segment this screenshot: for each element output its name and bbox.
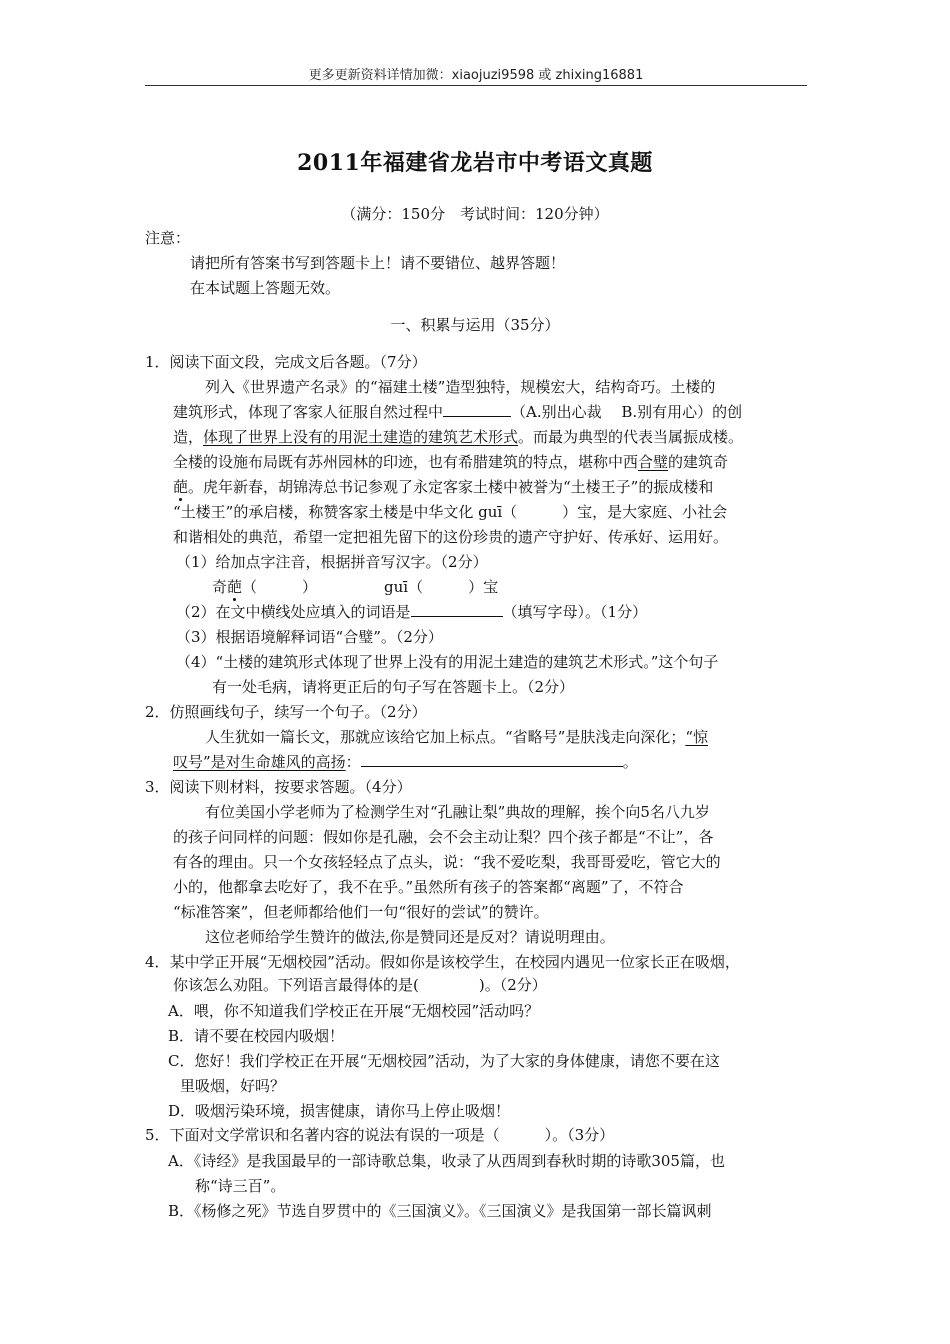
q3-line: 的孩子问同样的问题：假如你是孔融，会不会主动让梨？四个孩子都是“不让”，各 [173, 828, 714, 846]
q3-line: “标准答案”，但老师都给他们一句“很好的尝试”的赞许。 [173, 903, 549, 921]
q1-sub-2 [176, 602, 647, 622]
section-heading: 一、积累与运用（35分） [390, 316, 560, 334]
q1-sub-1-pinyin [384, 577, 498, 597]
q1-text: 全楼的设施布局既有苏州园林的印迹，也有希腊建筑的特点，堪称中西 [173, 453, 639, 471]
q1-text: 。而最为典型的代表当属振成楼。 [518, 428, 744, 446]
q1-sub-1-items [212, 577, 317, 597]
answer-blank[interactable] [443, 402, 511, 417]
q1-passage-line: 和谐相处的典范，希望一定把祖先留下的这份珍贵的遗产守护好、传承好、运用好。 [173, 528, 729, 546]
q3-stem: 3．阅读下则材料，按要求答题。（4分） [145, 778, 412, 796]
q2-line [173, 752, 638, 772]
dotted-character: 葩 [227, 578, 243, 596]
q1-text: （A.别出心裁 B.别有用心）的创 [511, 403, 743, 421]
q4-stem-cont [173, 975, 547, 995]
q4-option-c-cont: 里吸烟，好吗？ [180, 1077, 286, 1095]
q4-stem: 4．某中学正开展“无烟校园”活动。假如你是该校学生，在校园内遇见一位家长正在吸烟， [145, 953, 740, 971]
q3-line: 有位美国小学老师为了检测学生对“孔融让梨”典故的理解，挨个向5名八九岁 [205, 803, 710, 821]
q5-option-b[interactable]: B．《杨修之死》节选自罗贯中的《三国演义》。《三国演义》是我国第一部长篇讽刺 [168, 1202, 712, 1220]
q4-option-c[interactable]: C．您好！我们学校正在开展“无烟校园”活动，为了大家的身体健康，请您不要在这 [168, 1052, 720, 1070]
underlined-word: 合璧 [638, 453, 669, 471]
q5-text: 的一项是（ ）。（3分） [424, 1126, 615, 1144]
q5-option-a[interactable]: A．《诗经》是我国最早的一部诗歌总集，收录了从西周到春秋时期的诗歌305篇，也 [168, 1152, 725, 1170]
page-title: 2011年福建省龙岩市中考语文真题 [297, 150, 653, 176]
q5-option-a-cont: 称“诗三百”。 [195, 1177, 286, 1195]
q1-sub-3: （3）根据语境解释词语“合璧”。（2分） [176, 628, 443, 646]
q1-passage-line [173, 452, 728, 472]
q4-option-d[interactable]: D．吸烟污染环境，损害健康，请你马上停止吸烟！ [168, 1102, 511, 1120]
q1-text: 奇 [212, 578, 228, 596]
emphasis-text: 有误 [394, 1126, 425, 1144]
q1-stem: 1．阅读下面文段，完成文后各题。（7分） [145, 353, 427, 371]
answer-paren[interactable]: （ ）宝 [408, 578, 499, 596]
q1-text: 。虎年新春，胡锦涛总书记参观了永定客家土楼中被誉为“土楼王子”的振成楼和 [188, 478, 714, 496]
notice-line-2: 在本试题上答题无效。 [190, 279, 341, 297]
q5-text: 5．下面对文学常识和名著内容的说法 [145, 1126, 395, 1144]
q1-passage-line [173, 402, 742, 422]
q1-passage-line [173, 477, 713, 497]
header-divider [145, 85, 807, 86]
q2-text: 。 [622, 753, 638, 771]
q3-line: 有各的理由。只一个女孩轻轻点了点头，说：“我不爱吃梨，我哥哥爱吃，管它大的 [173, 853, 721, 871]
q1-text: guī [384, 578, 409, 596]
exam-info: （满分：150分 考试时间：120分钟） [341, 205, 609, 223]
underlined-sentence: “惊 [685, 728, 709, 746]
q1-sub-1: （1）给加点字注音，根据拼音写汉字。（2分） [176, 553, 488, 571]
q4-option-a[interactable]: A．喂，你不知道我们学校正在开展“无烟校园”活动吗？ [168, 1002, 540, 1020]
q1-text: （填写字母）。（1分） [502, 603, 648, 621]
q2-stem: 2．仿照画线句子，续写一个句子。（2分） [145, 703, 427, 721]
q4-text: 你该怎么劝阻。下列语言 [173, 976, 339, 994]
q2-line [205, 727, 708, 747]
q1-text: （2）在文中横线处应填入的词语是 [176, 603, 411, 621]
answer-blank[interactable] [361, 752, 623, 767]
q1-sub-4: （4）“土楼的建筑形式体现了世界上没有的用泥土建造的建筑艺术形式。”这个句子 [176, 653, 719, 671]
page-header: 更多更新资料详情加微：xiaojuzi9598 或 zhixing16881 [308, 68, 644, 83]
q5-stem [145, 1125, 614, 1145]
notice-line-1: 请把所有答案书写到答题卡上！请不要错位、越界答题！ [190, 254, 566, 272]
q3-line: 小的，他都拿去吃好了，我不在乎。”虽然所有孩子的答案都“离题”了，不符合 [173, 878, 684, 896]
q1-sub-4-cont: 有一处毛病，请将更正后的句子写在答题卡上。（2分） [212, 678, 575, 696]
q3-question: 这位老师给学生赞许的做法,你是赞同还是反对？请说明理由。 [205, 928, 615, 946]
q2-text: ： [345, 753, 361, 771]
q2-text: 人生犹如一篇长文，那就应该给它加上标点。“省略号”是肤浅走向深化； [205, 728, 686, 746]
underlined-sentence: 叹号”是对生命雄风的高扬 [173, 753, 346, 771]
q4-option-b[interactable]: B．请不要在校园内吸烟！ [168, 1027, 345, 1045]
dotted-character: 葩 [173, 478, 189, 496]
q1-passage-line [173, 427, 743, 447]
answer-paren[interactable]: （ ） [242, 578, 318, 596]
q1-passage-line: “土楼王”的承启楼，称赞客家土楼是中华文化 guī（ ）宝，是大家庭、小社会 [173, 503, 728, 521]
q1-passage-line: 列入《世界遗产名录》的“福建土楼”造型独特，规模宏大，结构奇巧。土楼的 [205, 378, 716, 396]
q4-text: 的是( )。（2分） [383, 976, 547, 994]
notice-label: 注意： [145, 229, 191, 247]
q1-text: 造， [173, 428, 204, 446]
emphasis-text: 最得体 [338, 976, 384, 994]
q1-text: 的建筑奇 [668, 453, 729, 471]
answer-blank[interactable] [411, 602, 503, 617]
underlined-sentence: 体现了世界上没有的用泥土建造的建筑艺术形式 [203, 428, 519, 446]
q1-text: 建筑形式，体现了客家人征服自然过程中 [173, 403, 444, 421]
